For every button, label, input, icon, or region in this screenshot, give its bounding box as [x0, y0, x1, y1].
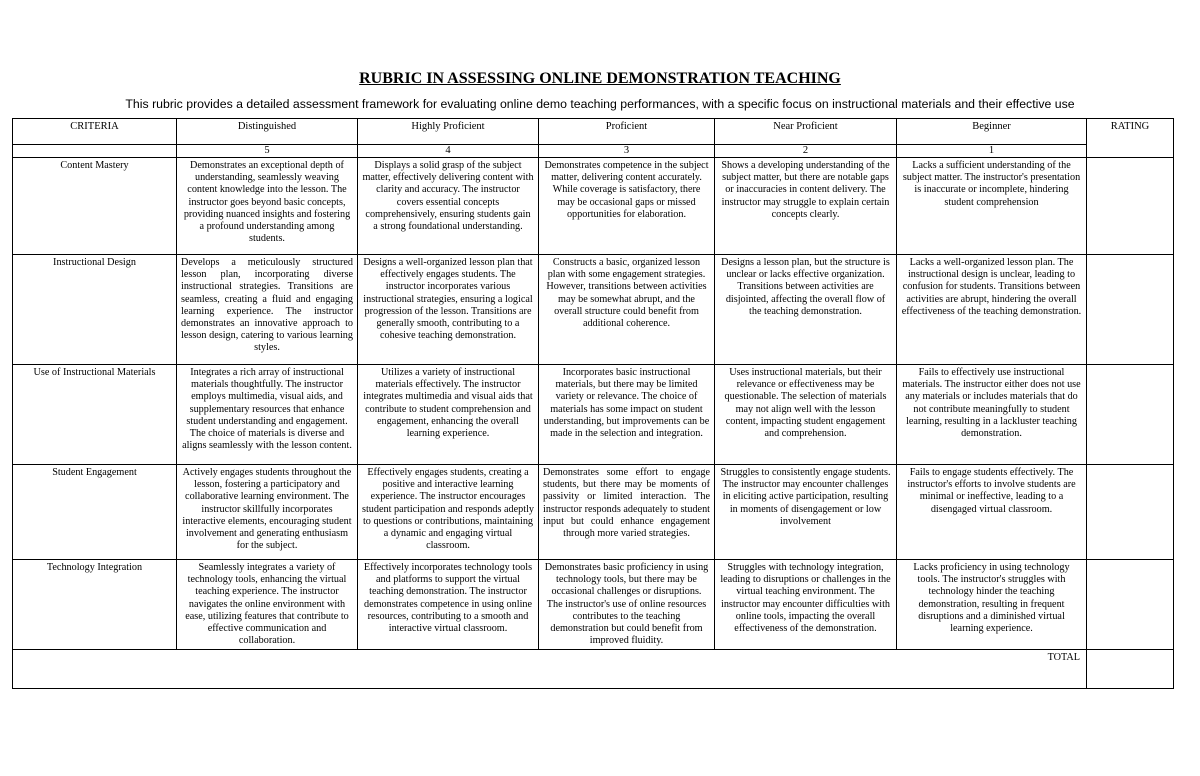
- score-cell: 1: [897, 145, 1087, 158]
- rating-cell[interactable]: [1087, 365, 1174, 465]
- descriptor-cell: Designs a lesson plan, but the structure is unclear or lacks effective organization. Transitions between activities are disjointed, affecting the overall flow of the teaching demonstration.: [715, 255, 897, 365]
- rating-header: RATING: [1087, 119, 1174, 158]
- level-header-distinguished: Distinguished: [177, 119, 358, 145]
- rating-cell[interactable]: [1087, 560, 1174, 650]
- total-label: TOTAL: [13, 650, 1087, 689]
- total-rating-cell[interactable]: [1087, 650, 1174, 689]
- criterion-row-instructional-design: [13, 255, 1174, 365]
- rubric-table: [12, 118, 1174, 689]
- criterion-label: Instructional Design: [13, 255, 177, 365]
- score-cell: 2: [715, 145, 897, 158]
- criterion-label: Use of Instructional Materials: [13, 365, 177, 465]
- level-header-near-proficient: Near Proficient: [715, 119, 897, 145]
- descriptor-cell: Fails to effectively use instructional materials. The instructor either does not use any materials or includes materials that do not contribute meaningfully to student learning, resulting in a lackluster teaching demonstration.: [897, 365, 1087, 465]
- descriptor-cell: Uses instructional materials, but their relevance or effectiveness may be questionable. The selection of materials may not align well with the lesson content, impacting student engagement and comprehension.: [715, 365, 897, 465]
- descriptor-cell: Lacks a sufficient understanding of the subject matter. The instructor's presentation is inaccurate or incomplete, hindering student comprehension: [897, 158, 1087, 255]
- criterion-row-content-mastery: [13, 158, 1174, 255]
- descriptor-cell: Seamlessly integrates a variety of technology tools, enhancing the virtual teaching experience. The instructor navigates the online environment with ease, utilizing features that contribute to effective communication and collaboration.: [177, 560, 358, 650]
- descriptor-cell: Demonstrates some effort to engage students, but there may be moments of passivity or limited interaction. The instructor responds adequately to student input but could enhance engagement through more varied strategies.: [539, 465, 715, 560]
- criterion-row-instructional-materials: [13, 365, 1174, 465]
- level-header-highly-proficient: Highly Proficient: [358, 119, 539, 145]
- descriptor-cell: Designs a well-organized lesson plan that effectively engages students. The instructor incorporates various instructional strategies, ensuring a logical progression of the lesson. Transitions are generally smooth, contributing to a cohesive teaching demonstration.: [358, 255, 539, 365]
- descriptor-cell: Struggles with technology integration, leading to disruptions or challenges in the virtual teaching environment. The instructor may encounter difficulties with online tools, impacting the overall effectiveness of the demonstration.: [715, 560, 897, 650]
- level-header-proficient: Proficient: [539, 119, 715, 145]
- descriptor-cell: Effectively incorporates technology tools and platforms to support the virtual teaching demonstration. The instructor demonstrates competence in using online resources, contributing to a smooth and interactive virtual classroom.: [358, 560, 539, 650]
- total-row: [13, 650, 1174, 689]
- criterion-label: Student Engagement: [13, 465, 177, 560]
- level-header-beginner: Beginner: [897, 119, 1087, 145]
- criterion-row-student-engagement: [13, 465, 1174, 560]
- score-row: [13, 145, 1174, 158]
- rating-cell[interactable]: [1087, 158, 1174, 255]
- descriptor-cell: Utilizes a variety of instructional materials effectively. The instructor integrates multimedia and visual aids that contribute to student comprehension and engagement, enhancing the overall learning experience.: [358, 365, 539, 465]
- descriptor-cell: Fails to engage students effectively. The instructor's efforts to involve students are minimal or ineffective, leading to a disengaged virtual classroom.: [897, 465, 1087, 560]
- descriptor-cell: Lacks a well-organized lesson plan. The instructional design is unclear, leading to confusion for students. Transitions between activities are abrupt, hindering the overall effectiveness of the teaching demonstration.: [897, 255, 1087, 365]
- rating-cell[interactable]: [1087, 465, 1174, 560]
- descriptor-cell: Develops a meticulously structured lesson plan, incorporating diverse instructional strategies. Transitions are seamless, creating a fluid and engaging learning experience. The instructor demonstrates an innovative approach to lesson design, catering to various learning styles.: [177, 255, 358, 365]
- descriptor-cell: Effectively engages students, creating a positive and interactive learning experience. The instructor encourages student participation and responds adeptly to questions or contributions, maintaining a dynamic and engaging virtual classroom.: [358, 465, 539, 560]
- descriptor-cell: Demonstrates an exceptional depth of understanding, seamlessly weaving content knowledge into the lesson. The instructor goes beyond basic concepts, providing nuanced insights and fostering a profound understanding among students.: [177, 158, 358, 255]
- score-blank-cell: [13, 145, 177, 158]
- descriptor-cell: Displays a solid grasp of the subject matter, effectively delivering content with clarity and accuracy. The instructor covers essential concepts comprehensively, ensuring students gain a strong foundational understanding.: [358, 158, 539, 255]
- criterion-label: Technology Integration: [13, 560, 177, 650]
- descriptor-cell: Demonstrates competence in the subject matter, delivering content accurately. While coverage is satisfactory, there may be occasional gaps or missed opportunities for elaboration.: [539, 158, 715, 255]
- score-cell: 3: [539, 145, 715, 158]
- descriptor-cell: Shows a developing understanding of the subject matter, but there are notable gaps or inaccuracies in content delivery. The instructor may struggle to explain certain concepts clearly.: [715, 158, 897, 255]
- descriptor-cell: Lacks proficiency in using technology tools. The instructor's struggles with technology hinder the teaching demonstration, resulting in frequent disruptions and a diminished virtual learning experience.: [897, 560, 1087, 650]
- descriptor-cell: Struggles to consistently engage students. The instructor may encounter challenges in eliciting active participation, resulting in moments of disengagement or low involvement: [715, 465, 897, 560]
- descriptor-cell: Incorporates basic instructional materials, but there may be limited variety or relevance. The choice of materials has some impact on student understanding, but improvements can be made in the selection and integration.: [539, 365, 715, 465]
- descriptor-cell: Actively engages students throughout the lesson, fostering a participatory and collaborative learning environment. The instructor skillfully incorporates interactive elements, encouraging student involvement and generating enthusiasm for the subject.: [177, 465, 358, 560]
- criteria-header: CRITERIA: [13, 119, 177, 145]
- descriptor-cell: Constructs a basic, organized lesson plan with some engagement strategies. However, transitions between activities may be somewhat abrupt, and the overall structure could benefit from additional coherence.: [539, 255, 715, 365]
- document-subtitle: This rubric provides a detailed assessment framework for evaluating online demo teaching performances, with a specific focus on instructional materials and their effective use: [125, 97, 1075, 111]
- rating-cell[interactable]: [1087, 255, 1174, 365]
- score-cell: 4: [358, 145, 539, 158]
- descriptor-cell: Integrates a rich array of instructional materials thoughtfully. The instructor employs multimedia, visual aids, and supplementary resources that enhance student understanding and engagement. The choice of materials is diverse and aligns seamlessly with the lesson content.: [177, 365, 358, 465]
- header-row: [13, 119, 1174, 145]
- descriptor-cell: Demonstrates basic proficiency in using technology tools, but there may be occasional challenges or disruptions. The instructor's use of online resources contributes to the teaching demonstration but could benefit from improved fluidity.: [539, 560, 715, 650]
- document-title: RUBRIC IN ASSESSING ONLINE DEMONSTRATION TEACHING: [359, 70, 841, 87]
- criterion-row-technology-integration: [13, 560, 1174, 650]
- criterion-label: Content Mastery: [13, 158, 177, 255]
- score-cell: 5: [177, 145, 358, 158]
